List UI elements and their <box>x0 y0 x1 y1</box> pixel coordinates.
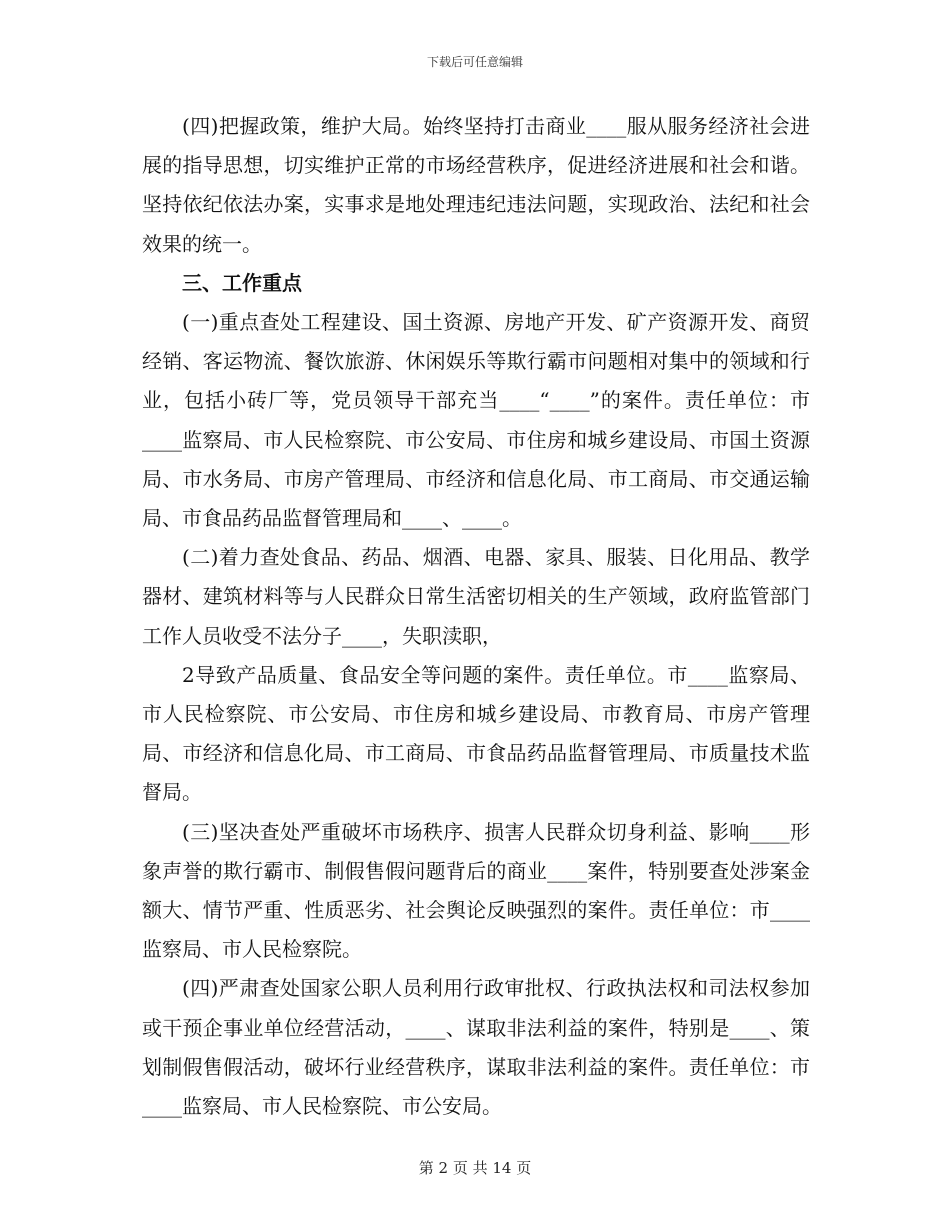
page-header: 下载后可任意编辑 <box>426 55 523 69</box>
paragraph-policy: (四)把握政策，维护大局。始终坚持打击商业____服从服务经济社会进展的指导思想，切实维护正常的市场经营秩序，促进经济进展和社会和谐。坚持依纪依法办案，实事求是地处理违纪违法问题，实现政治、法纪和社会效果的统一。 <box>142 114 810 256</box>
paragraph-focus-2: (二)着力查处食品、药品、烟酒、电器、家具、服装、日化用品、教学器材、建筑材料等与人民群众日常生活密切相关的生产领域，政府监管部门工作人员收受不法分子____，失职渎职， <box>142 545 810 648</box>
paragraph-focus-1: (一)重点查处工程建设、国土资源、房地产开发、矿产资源开发、商贸经销、客运物流、餐饮旅游、休闲娱乐等欺行霸市问题相对集中的领域和行业，包括小砖厂等，党员领导干部充当____“____”的案件。责任单位：市____监察局、市人民检察院、市公安局、市住房和城乡建设局、市国土资源局、市水务局、市房产管理局、市经济和信息化局、市工商局、市交通运输局、市食品药品监督管理局和____、____。 <box>142 310 810 531</box>
paragraph-focus-2-continued: 2导致产品质量、食品安全等问题的案件。责任单位。市____监察局、市人民检察院、市公安局、市住房和城乡建设局、市教育局、市房产管理局、市经济和信息化局、市工商局、市食品药品监督管理局、市质量技术监督局。 <box>142 662 810 805</box>
page-number: 第 2 页 共 14 页 <box>418 1159 532 1177</box>
paragraph-focus-3: (三)坚决查处严重破坏市场秩序、损害人民群众切身利益、影响____形象声誉的欺行霸市、制假售假问题背后的商业____案件，特别要查处涉案金额大、情节严重、性质恶劣、社会舆论反映强烈的案件。责任单位：市____监察局、市人民检察院。 <box>142 819 810 962</box>
document-body <box>142 107 810 1126</box>
paragraph-focus-4: (四)严肃查处国家公职人员利用行政审批权、行政执法权和司法权参加或干预企事业单位经营活动，____、谋取非法利益的案件，特别是____、策划制假售假活动，破坏行业经营秩序，谋取非法利益的案件。责任单位：市____监察局、市人民检察院、市公安局。 <box>142 976 810 1119</box>
section-title-work-focus: 三、工作重点 <box>182 270 302 295</box>
